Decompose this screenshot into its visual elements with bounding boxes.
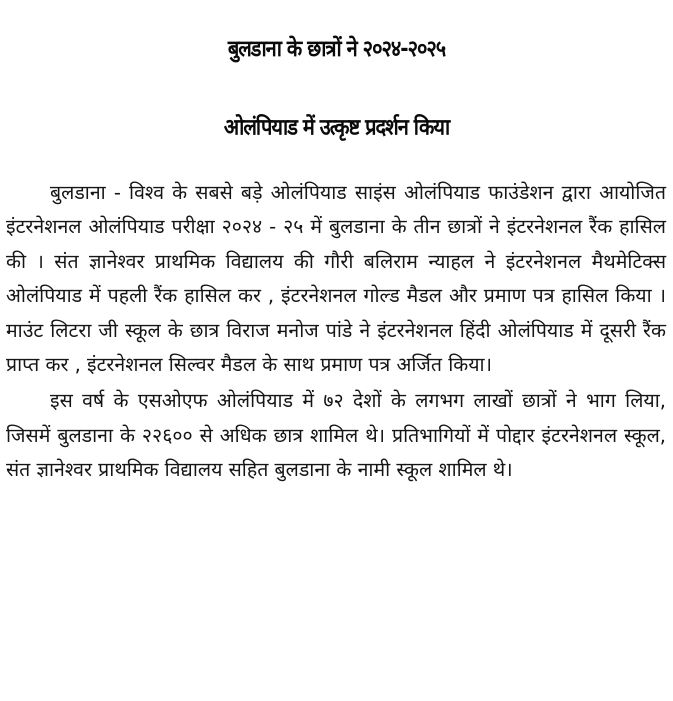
article-headline bbox=[0, 0, 673, 166]
article-body bbox=[6, 176, 666, 490]
article-paragraph-2: इस वर्ष के एसओएफ ओलंपियाड में ७२ देशों के लगभग लाखों छात्रों ने भाग लिया, जिसमें बुलडाना के २२६०० से अधिक छात्र शामिल थे। प्रतिभागियों में पोद्दार इंटरनेशनल स्कूल, संत ज्ञानेश्वर प्राथमिक विद्यालय सहित बुलडाना के नामी स्कूल शामिल थे। bbox=[6, 389, 666, 482]
article-paragraph-1: बुलडाना - विश्व के सबसे बड़े ओलंपियाड साइंस ओलंपियाड फाउंडेशन द्वारा आयोजित इंटरनेशनल ओलंपियाड परीक्षा २०२४ - २५ में बुलडाना के तीन छात्रों ने इंटरनेशनल रैंक हासिल की । संत ज्ञानेश्वर प्राथमिक विद्यालय की गौरी बलिराम न्याहल ने इंटरनेशनल मैथमेटिक्स ओलंपियाड में पहली रैंक हासिल कर , इंटरनेशनल गोल्ड मैडल और प्रमाण पत्र हासिल किया । माउंट लिटरा जी स्कूल के छात्र विराज मनोज पांडे ने इंटरनेशनल हिंदी ओलंपियाड में दूसरी रैंक प्राप्त कर , इंटरनेशनल सिल्वर मैडल के साथ प्रमाण पत्र अर्जित किया। bbox=[6, 181, 666, 377]
headline-line-1: बुलडाना के छात्रों ने २०२४-२०२५ bbox=[227, 34, 446, 62]
headline-line-2: ओलंपियाड में उत्कृष्ट प्रदर्शन किया bbox=[223, 113, 450, 140]
